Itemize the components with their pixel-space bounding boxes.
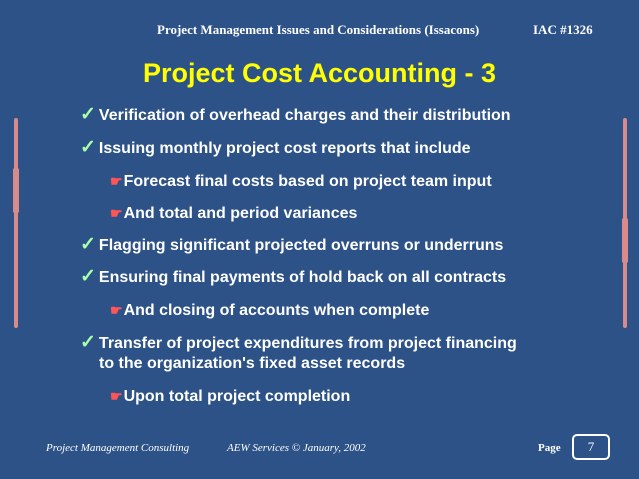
bullet-text: And total and period variances xyxy=(123,205,358,222)
bullet-item xyxy=(80,235,503,256)
pointing-hand-icon: ☛ xyxy=(110,173,123,189)
header-subject: Project Management Issues and Considerations (Issacons) xyxy=(157,22,480,37)
checkmark-icon: ✓ xyxy=(80,104,96,125)
bullet-item xyxy=(80,105,511,126)
bullet-text: Upon total project completion xyxy=(123,388,351,405)
bullet-text: And closing of accounts when complete xyxy=(123,302,430,319)
sub-bullet-item xyxy=(110,203,357,224)
bullet-item xyxy=(80,138,471,159)
page-label: Page xyxy=(538,442,561,454)
bullet-text: Flagging significant projected overruns or underruns xyxy=(98,237,504,254)
footer-copyright: AEW Services © January, 2002 xyxy=(227,442,366,454)
bullet-item xyxy=(80,333,517,354)
checkmark-icon: ✓ xyxy=(80,137,96,158)
bullet-item xyxy=(80,267,506,288)
sub-bullet-item xyxy=(110,171,492,192)
sub-bullet-item xyxy=(110,300,429,321)
bullet-text: Forecast final costs based on project team input xyxy=(123,173,492,190)
header-code: IAC #1326 xyxy=(533,22,593,37)
page-number: 7 xyxy=(572,434,610,460)
pointing-hand-icon: ☛ xyxy=(110,302,123,318)
pointing-hand-icon: ☛ xyxy=(110,388,123,404)
bullet-text: Verification of overhead charges and their distribution xyxy=(98,107,511,124)
pointing-hand-icon: ☛ xyxy=(110,205,123,221)
checkmark-icon: ✓ xyxy=(80,234,96,255)
bullet-text: Ensuring final payments of hold back on all contracts xyxy=(98,269,507,286)
slide-title: Project Cost Accounting - 3 xyxy=(142,58,497,88)
sub-bullet-item xyxy=(110,386,350,407)
checkmark-icon: ✓ xyxy=(80,266,96,287)
bullet-text: Transfer of project expenditures from project financing xyxy=(98,335,517,352)
checkmark-icon: ✓ xyxy=(80,332,96,353)
bullet-text: Issuing monthly project cost reports that include xyxy=(98,140,471,157)
bullet-text: to the organization's fixed asset records xyxy=(99,355,406,372)
footer-company: Project Management Consulting xyxy=(46,442,190,454)
bullet-continuation xyxy=(99,354,405,374)
slide-footer xyxy=(0,442,639,462)
